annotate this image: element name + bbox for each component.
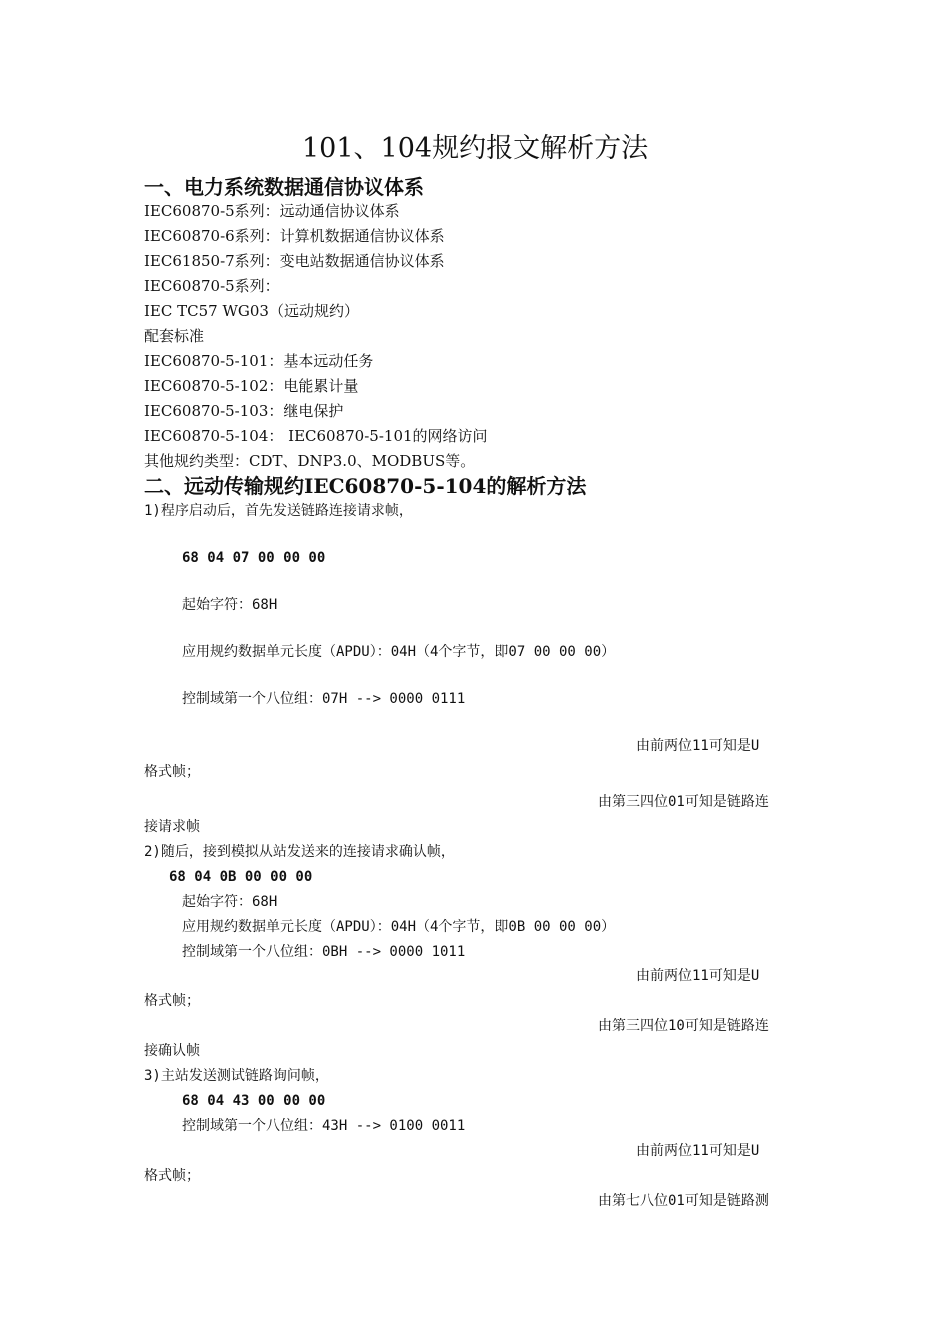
step2-note1: 由前两位11可知是U: [636, 968, 760, 984]
section1-line: IEC60870-5-102：电能累计量: [144, 377, 359, 395]
step3-note2: 由第七八位01可知是链路测: [598, 1193, 769, 1209]
section1-line: 其他规约类型：CDT、DNP3.0、MODBUS等。: [144, 452, 476, 470]
step2-intro: 2)随后，接到模拟从站发送来的连接请求确认帧，: [144, 844, 455, 860]
section1-line: IEC60870-5-101：基本远动任务: [144, 352, 374, 370]
document-title: 101、104规约报文解析方法: [302, 133, 649, 164]
step3-note1: 由前两位11可知是U: [636, 1143, 760, 1159]
section1-line: IEC61850-7系列：变电站数据通信协议体系: [144, 252, 445, 270]
step1-intro: 1)程序启动后，首先发送链路连接请求帧，: [144, 503, 413, 519]
step2-note2-cont: 接确认帧: [144, 1043, 200, 1059]
step1-note1: 由前两位11可知是U: [636, 738, 760, 754]
step2-note2: 由第三四位10可知是链路连: [598, 1018, 769, 1034]
step1-note1-cont: 格式帧；: [144, 764, 200, 780]
step3-intro: 3)主站发送测试链路询问帧，: [144, 1068, 329, 1084]
step2-note1-cont: 格式帧；: [144, 993, 200, 1009]
step2-start-char: 起始字符：68H: [182, 894, 278, 910]
section1-line: IEC60870-5系列：远动通信协议体系: [144, 202, 400, 220]
step3-note1-cont: 格式帧；: [144, 1168, 200, 1184]
section2-heading: 二、远动传输规约IEC60870-5-104的解析方法: [144, 474, 587, 498]
step3-control-field: 控制域第一个八位组：43H --> 0100 0011: [182, 1118, 466, 1134]
step2-control-field: 控制域第一个八位组：0BH --> 0000 1011: [182, 944, 466, 960]
section1-heading: 一、电力系统数据通信协议体系: [144, 175, 424, 199]
step2-apdu-length: 应用规约数据单元长度（APDU）：04H（4个字节，即0B 00 00 00）: [182, 919, 616, 935]
section1-line: IEC TC57 WG03（远动规约）: [144, 302, 359, 320]
step2-hex: 68 04 0B 00 00 00: [169, 869, 313, 885]
step1-control-field: 控制域第一个八位组：07H --> 0000 0111: [182, 691, 466, 707]
step1-start-char: 起始字符：68H: [182, 597, 278, 613]
step1-note2-cont: 接请求帧: [144, 819, 200, 835]
section1-line: IEC60870-6系列：计算机数据通信协议体系: [144, 227, 445, 245]
step3-hex: 68 04 43 00 00 00: [182, 1093, 326, 1109]
section1-line: IEC60870-5-103：继电保护: [144, 402, 344, 420]
section1-line: IEC60870-5-104： IEC60870-5-101的网络访问: [144, 427, 488, 445]
step1-hex: 68 04 07 00 00 00: [182, 550, 326, 566]
step1-note2: 由第三四位01可知是链路连: [598, 794, 769, 810]
step1-apdu-length: 应用规约数据单元长度（APDU）：04H（4个字节，即07 00 00 00）: [182, 644, 616, 660]
section1-line: 配套标准: [144, 327, 205, 345]
section1-line: IEC60870-5系列：: [144, 277, 280, 295]
